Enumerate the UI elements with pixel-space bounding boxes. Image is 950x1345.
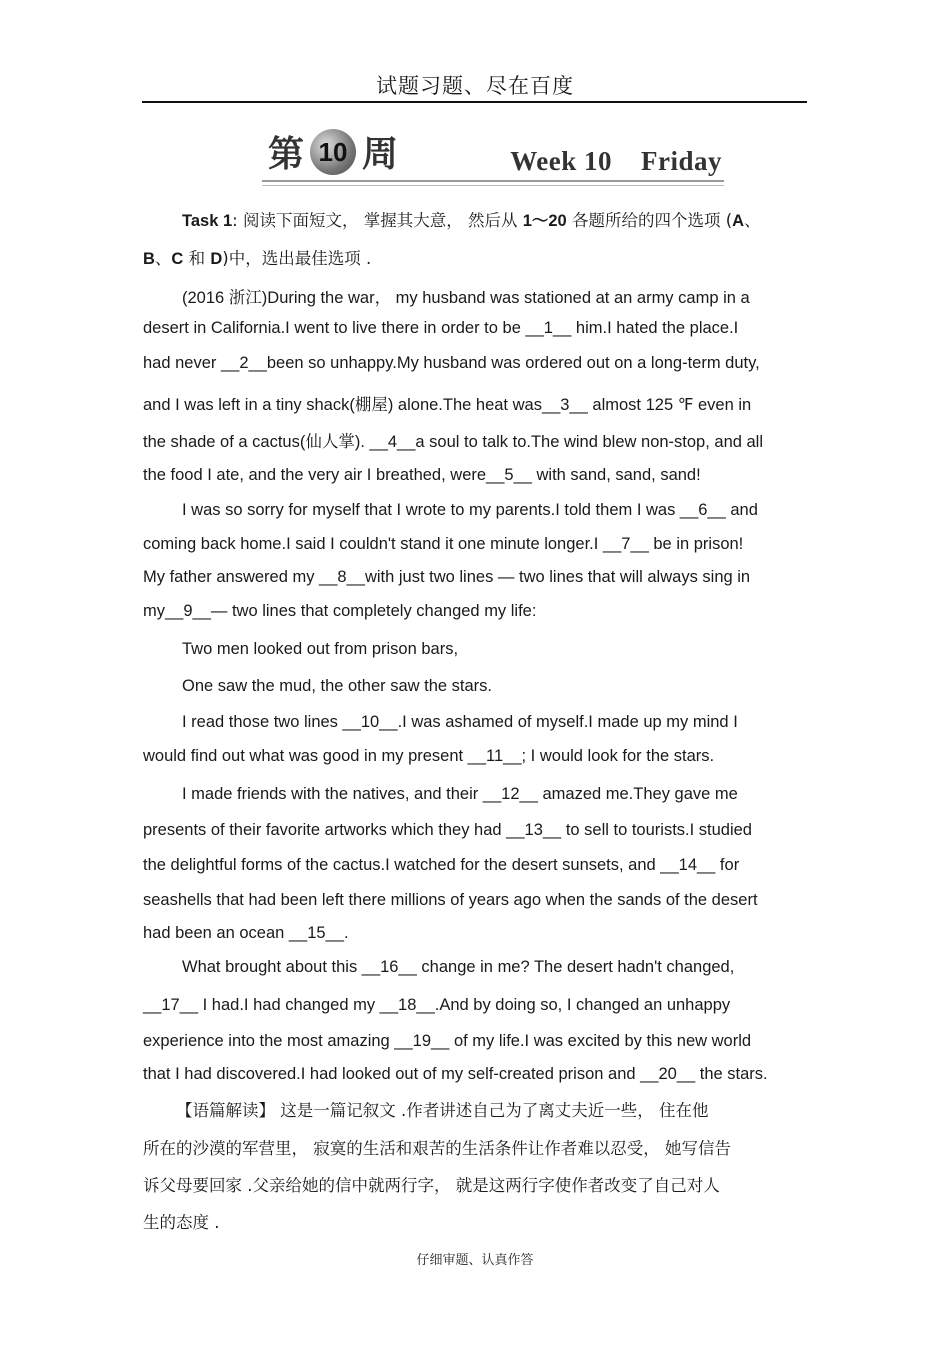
passage-line: What brought about this __16__ change in me? The desert hadn't changed, — [182, 958, 735, 976]
passage-line: (2016 浙江)During the war， my husband was stationed at an army camp in a — [182, 289, 750, 307]
passage-line: would find out what was good in my present __11__; I would look for the stars. — [143, 747, 715, 765]
task-sep: 、 — [744, 211, 761, 230]
task-sep2: 、 — [154, 249, 172, 268]
task-and: 和 — [183, 249, 211, 268]
passage-line: presents of their favorite artworks which they had __13__ to sell to tourists.I studied — [143, 821, 752, 839]
passage-line: My father answered my __8__with just two lines — two lines that will always sing in — [143, 568, 751, 586]
passage-line: the delightful forms of the cactus.I watched for the desert sunsets, and __14__ for — [143, 856, 740, 874]
passage-line: had never __2__been so unhappy.My husband was ordered out on a long-term duty, — [143, 354, 760, 372]
option-c: C — [171, 250, 184, 268]
passage-line: had been an ocean __15__. — [143, 924, 349, 942]
passage-line: desert in California.I went to live there in order to be __1__ him.I hated the place.I — [143, 319, 739, 337]
analysis-line: 诉父母要回家 .父亲给她的信中就两行字， 就是这两行字使作者改变了自己对人 — [143, 1176, 720, 1195]
passage-line: the food I ate, and the very air I breathed, were__5__ with sand, sand, sand! — [143, 466, 701, 484]
task-label: Task 1 — [182, 212, 233, 230]
passage-line: I read those two lines __10__.I was ashamed of myself.I made up my mind I — [182, 713, 738, 731]
task-range: 1～20 — [522, 212, 567, 230]
passage-line: I made friends with the natives, and their __12__ amazed me.They gave me — [182, 785, 738, 803]
option-a: A — [732, 212, 745, 230]
passage-line: I was so sorry for myself that I wrote to my parents.I told them I was __6__ and — [182, 501, 758, 519]
task-instruction-line1 — [182, 207, 761, 231]
passage-line: experience into the most amazing __19__ of my life.I was excited by this new world — [143, 1032, 752, 1050]
banner-rule-thin — [262, 185, 724, 186]
passage-line: my__9__— two lines that completely changed my life: — [143, 602, 537, 620]
analysis-line: 生的态度 . — [143, 1213, 220, 1232]
week-number-cn — [268, 126, 398, 177]
task-instruction-line2 — [143, 245, 371, 269]
analysis-line: 所在的沙漠的军营里， 寂寞的生活和艰苦的生活条件让作者难以忍受， 她写信告 — [143, 1139, 731, 1158]
banner-suffix: 周 — [362, 134, 399, 175]
analysis-line: 【语篇解读】 这是一篇记叙文 .作者讲述自己为了离丈夫近一些， 住在他 — [176, 1101, 709, 1120]
passage-line: coming back home.I said I couldn't stand it one minute longer.I __7__ be in prison! — [143, 535, 744, 553]
banner-prefix: 第 — [268, 134, 305, 175]
passage-line: that I had discovered.I had looked out of my self-created prison and __20__ the stars. — [143, 1065, 768, 1083]
header-rule — [142, 101, 807, 103]
page-footer: 仔细审题、认真作答 — [416, 1253, 534, 1268]
poem-line: One saw the mud, the other saw the stars. — [182, 677, 492, 695]
page-header-title: 试题习题、尽在百度 — [376, 74, 574, 98]
passage-line: the shade of a cactus(仙人掌). __4__a soul to talk to.The wind blew non-stop, and all — [143, 433, 764, 451]
task-text-tail: 各题所给的四个选项 ( — [566, 211, 733, 230]
week-banner — [262, 126, 724, 188]
passage-line: seashells that had been left there millions of years ago when the sands of the desert — [143, 891, 758, 909]
banner-rule — [262, 180, 724, 182]
option-d: D — [210, 250, 223, 268]
task-end: )中，选出最佳选项 . — [222, 249, 372, 268]
week-number-badge: 10 — [310, 129, 356, 175]
passage-line: and I was left in a tiny shack(棚屋) alone.The heat was__3__ almost 125 ℉ even in — [143, 396, 752, 414]
week-day-label: Week 10 Friday — [510, 146, 722, 176]
option-b: B — [143, 250, 155, 268]
passage-line: __17__ I had.I had changed my __18__.And by doing so, I changed an unhappy — [143, 996, 731, 1014]
poem-line: Two men looked out from prison bars, — [182, 640, 459, 658]
task-text: : 阅读下面短文， 掌握其大意， 然后从 — [232, 211, 523, 230]
